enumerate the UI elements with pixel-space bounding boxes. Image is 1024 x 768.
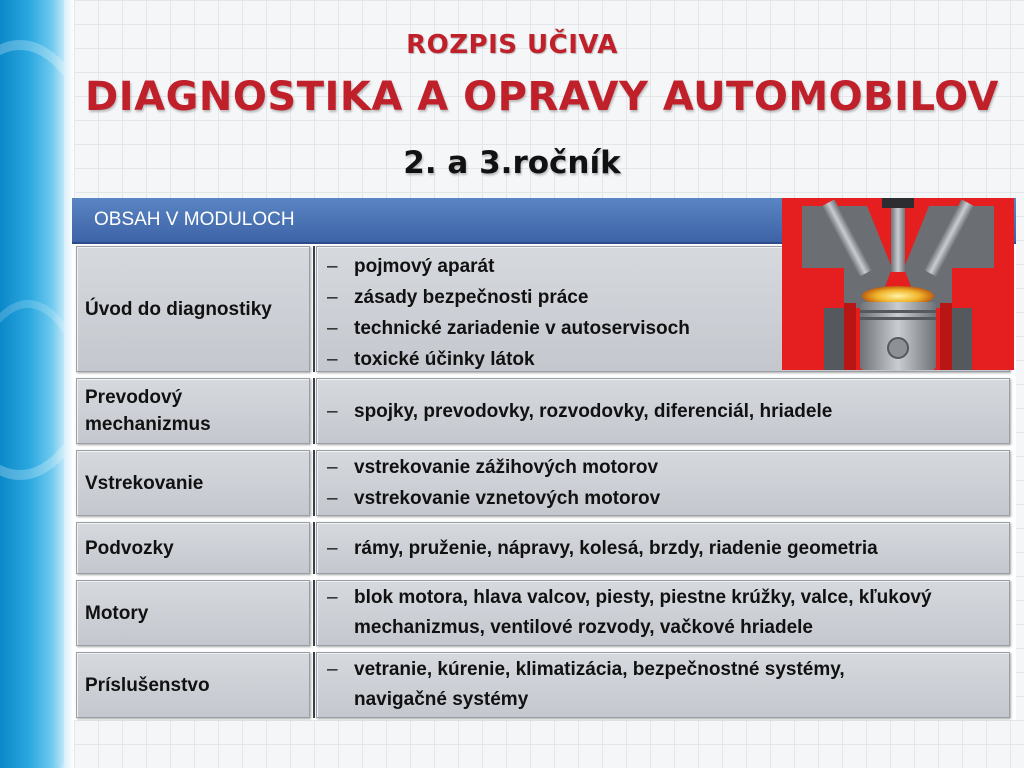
table-header-label: OBSAH V MODULOCH: [94, 209, 295, 230]
module-cell: [76, 246, 310, 372]
topic-list: [323, 396, 1001, 427]
module-name: Vstrekovanie: [85, 472, 204, 494]
topic-list: [323, 533, 1001, 564]
topic-item: – zásady bezpečnosti práce: [323, 282, 1001, 313]
engine-cutaway-icon: [782, 198, 1014, 370]
module-name: Prevodový mechanizmus: [85, 387, 211, 435]
topic-list: [323, 452, 1001, 514]
topic-item: – spojky, prevodovky, rozvodovky, diferenciál, hriadele: [323, 396, 1001, 427]
module-name: Úvod do diagnostiky: [85, 298, 272, 320]
swirl-decoration: [0, 300, 64, 768]
topics-cell: [316, 522, 1010, 574]
row-divider: [313, 580, 315, 646]
module-cell: [76, 522, 310, 574]
slide-title: DIAGNOSTIKA A OPRAVY AUTOMOBILOV: [85, 74, 999, 120]
row-divider: [313, 378, 315, 444]
module-cell: [76, 450, 310, 516]
module-name: Príslušenstvo: [85, 674, 210, 696]
row-divider: [313, 246, 315, 372]
module-cell: [76, 652, 310, 718]
row-divider: [313, 450, 315, 516]
slide-year: 2. a 3.ročník: [403, 145, 621, 181]
topics-cell: [316, 450, 1010, 516]
topics-cell: [316, 580, 1010, 646]
topic-item: – pojmový aparát: [323, 251, 1001, 282]
topic-list: [323, 655, 889, 715]
module-name: Motory: [85, 602, 149, 624]
topics-cell: [316, 652, 1010, 718]
row-divider: [313, 652, 315, 718]
module-name: Podvozky: [85, 537, 174, 559]
topic-item: – vstrekovanie vznetových motorov: [323, 483, 1001, 514]
slide-subtitle: ROZPIS UČIVA: [406, 30, 618, 60]
row-divider: [313, 522, 315, 574]
topic-item: – blok motora, hlava valcov, piesty, piestne krúžky, valce, kľukový mechanizmus, ventilové rozvody, vačkové hriadele: [323, 583, 1001, 643]
module-cell: [76, 580, 310, 646]
topic-item: – rámy, pruženie, nápravy, kolesá, brzdy, riadenie geometria: [323, 533, 1001, 564]
side-decoration: [0, 0, 64, 768]
topic-list: [323, 583, 1001, 643]
module-cell: [76, 378, 310, 444]
topic-item: – vstrekovanie zážihových motorov: [323, 452, 1001, 483]
engine-cutaway-illustration: [782, 198, 1014, 370]
topic-item: – toxické účinky látok: [323, 344, 1001, 375]
topic-item: – vetranie, kúrenie, klimatizácia, bezpečnostné systémy, navigačné systémy: [323, 655, 889, 715]
topics-cell: [316, 378, 1010, 444]
topic-item: – technické zariadenie v autoservisoch: [323, 313, 1001, 344]
